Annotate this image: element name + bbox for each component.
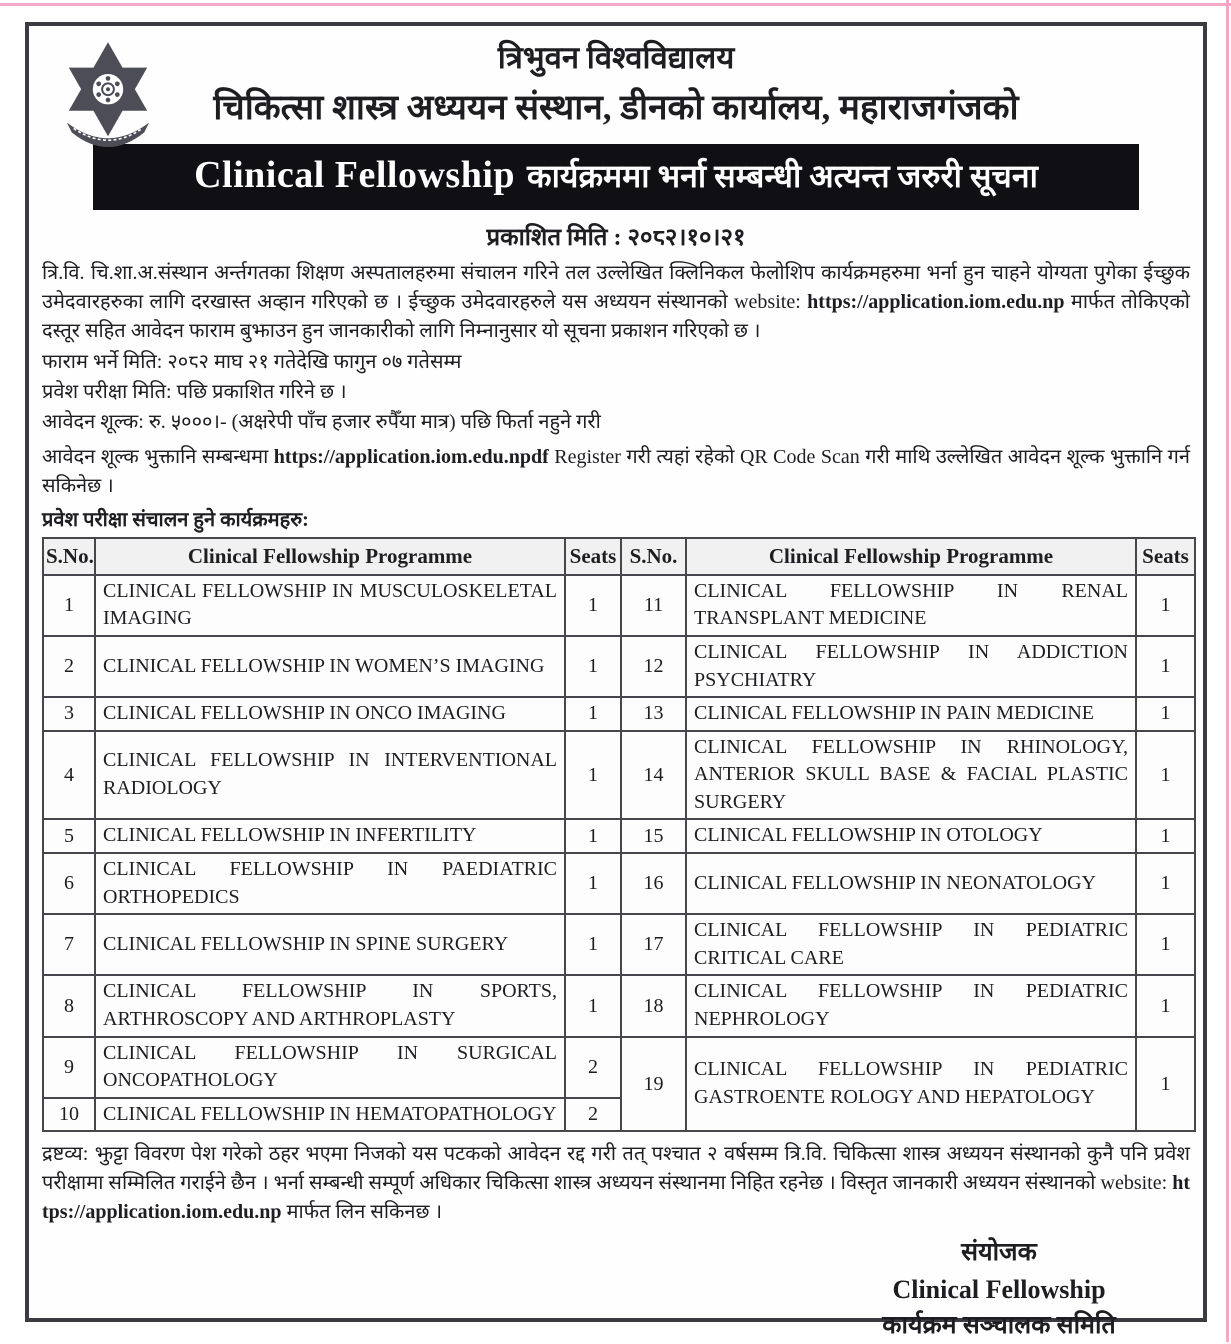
- seats-cell: 1: [1136, 853, 1195, 914]
- notice-title-banner: [93, 144, 1139, 210]
- table-row: [43, 1037, 1195, 1098]
- col-header-seats-right: Seats: [1136, 538, 1195, 575]
- serial-cell: 4: [43, 731, 95, 820]
- intro-text-1: त्रि.वि. चि.शा.अ.संस्थान अर्न्तगतका शिक्षण अस्पतालहरुमा संचालन गरिने तल उल्लेखित क्लिनिकल फेलोशिप कार्यक्रमहरुमा भर्ना हुन चाहने योग्यता पुगेका ईच्छुक उमेदवारहरुका लागि दरखास्त अव्हान गरिएको छ । ईच्छुक उमेदवारहरुले यस अध्ययन संस्थानको website:: [42, 261, 1190, 313]
- serial-cell: 11: [621, 575, 686, 636]
- col-header-programme-left: Clinical Fellowship Programme: [95, 538, 565, 575]
- signature-title: संयोजक: [961, 1239, 1037, 1267]
- table-row: [43, 914, 1195, 975]
- serial-cell: 15: [621, 819, 686, 853]
- page-right-accent-line: [1226, 0, 1229, 1342]
- banner-english-text: Clinical Fellowship: [194, 153, 516, 196]
- payment-register-url: https://application.iom.edu.npdf: [273, 445, 549, 468]
- seats-cell: 1: [1136, 697, 1195, 731]
- serial-cell: 8: [43, 975, 95, 1036]
- programme-cell: CLINICAL FELLOWSHIP IN PEDIATRIC GASTROENTE ROLOGY AND HEPATOLOGY: [686, 1037, 1136, 1132]
- seats-cell: 1: [565, 636, 621, 697]
- table-row: [43, 697, 1195, 731]
- table-row: [43, 819, 1195, 853]
- seats-cell: 1: [1136, 1037, 1195, 1132]
- seats-cell: 1: [565, 853, 621, 914]
- seats-cell: 1: [1136, 731, 1195, 820]
- intro-paragraph: [42, 259, 1190, 346]
- footnote-paragraph: [42, 1140, 1190, 1227]
- serial-cell: 12: [621, 636, 686, 697]
- col-header-programme-right: Clinical Fellowship Programme: [686, 538, 1136, 575]
- serial-cell: 7: [43, 914, 95, 975]
- col-header-sno-right: S.No.: [621, 538, 686, 575]
- programme-cell: CLINICAL FELLOWSHIP IN HEMATOPATHOLOGY: [95, 1098, 565, 1132]
- signature-programme: Clinical Fellowship: [892, 1274, 1106, 1304]
- seats-cell: 2: [565, 1098, 621, 1132]
- col-header-seats-left: Seats: [565, 538, 621, 575]
- payment-text-2: Register गरी त्यहां रहेको QR Code Scan गरी माथि उल्लेखित आवेदन शूल्क भुक्तानि गर्न सकिनेछ ।: [42, 445, 1190, 497]
- serial-cell: 5: [43, 819, 95, 853]
- seats-cell: 1: [1136, 975, 1195, 1036]
- programme-cell: CLINICAL FELLOWSHIP IN MUSCULOSKELETAL IMAGING: [95, 575, 565, 636]
- table-row: [43, 575, 1195, 636]
- seats-cell: 1: [1136, 575, 1195, 636]
- banner-nepali-text: कार्यक्रममा भर्ना सम्बन्धी अत्यन्त जरुरी सूचना: [527, 157, 1038, 194]
- serial-cell: 14: [621, 731, 686, 820]
- serial-cell: 16: [621, 853, 686, 914]
- serial-cell: 19: [621, 1037, 686, 1132]
- payment-paragraph: [42, 443, 1190, 501]
- programme-cell: CLINICAL FELLOWSHIP IN PAIN MEDICINE: [686, 697, 1136, 731]
- serial-cell: 10: [43, 1098, 95, 1132]
- table-row: [43, 731, 1195, 820]
- programme-cell: CLINICAL FELLOWSHIP IN PEDIATRIC NEPHROLOGY: [686, 975, 1136, 1036]
- table-row: [43, 975, 1195, 1036]
- form-dates-line: फाराम भर्ने मिति: २०८२ माघ २१ गतेदेखि फागुन ०७ गतेसम्म: [42, 350, 462, 373]
- serial-cell: 2: [43, 636, 95, 697]
- programme-cell: CLINICAL FELLOWSHIP IN RENAL TRANSPLANT MEDICINE: [686, 575, 1136, 636]
- serial-cell: 1: [43, 575, 95, 636]
- programme-cell: CLINICAL FELLOWSHIP IN SPORTS, ARTHROSCOPY AND ARTHROPLASTY: [95, 975, 565, 1036]
- seats-cell: 1: [565, 731, 621, 820]
- seats-cell: 1: [1136, 914, 1195, 975]
- footnote-website-url: https://application.iom.edu.np: [42, 1172, 1190, 1224]
- table-row: [43, 636, 1195, 697]
- seats-cell: 1: [565, 975, 621, 1036]
- seats-cell: 1: [565, 819, 621, 853]
- table-row: [43, 853, 1195, 914]
- programme-cell: CLINICAL FELLOWSHIP IN SPINE SURGERY: [95, 914, 565, 975]
- institute-name: चिकित्सा शास्त्र अध्ययन संस्थान, डीनको कार्यालय, महाराजगंजको: [213, 88, 1019, 128]
- programme-cell: CLINICAL FELLOWSHIP IN OTOLOGY: [686, 819, 1136, 853]
- application-website-url: https://application.iom.edu.np: [807, 290, 1065, 313]
- seats-cell: 1: [565, 697, 621, 731]
- fee-line: आवेदन शूल्क: रु. ५०००।- (अक्षरेपी पाँच हजार रुपैँया मात्र) पछि फिर्ता नहुने गरी: [42, 411, 601, 434]
- payment-text-1: आवेदन शूल्क भुक्तानि सम्बन्धमा: [42, 445, 274, 468]
- published-date: प्रकाशित मिति : २०८२।१०।२१: [486, 224, 746, 251]
- seats-cell: 1: [565, 575, 621, 636]
- programmes-table-heading: प्रवेश परीक्षा संचालन हुने कार्यक्रमहरु:: [42, 508, 309, 531]
- programme-cell: CLINICAL FELLOWSHIP IN ONCO IMAGING: [95, 697, 565, 731]
- seats-cell: 1: [1136, 819, 1195, 853]
- exam-date-line: प्रवेश परीक्षा मिति: पछि प्रकाशित गरिने छ ।: [42, 380, 347, 403]
- page-top-accent-line: [0, 3, 1231, 6]
- footnote-text-2: मार्फत लिन सकिनछ ।: [281, 1201, 443, 1224]
- programme-cell: CLINICAL FELLOWSHIP IN INFERTILITY: [95, 819, 565, 853]
- footnote-text-1: द्रष्टव्य: झुट्टा विवरण पेश गरेको ठहर भएमा निजको यस पटकको आवेदन रद्द गरी तत् पश्चात २ वर्षसम्म त्रि.वि. चिकित्सा शास्त्र अध्ययन संस्थानको कुनै पनि प्रवेश परीक्षामा सम्मिलित गराईने छैन । भर्ना सम्बन्धी सम्पूर्ण अधिकार चिकित्सा शास्त्र अध्ययन संस्थानमा निहित रहनेछ । विस्तृत जानकारी अध्ययन संस्थानको website:: [42, 1143, 1190, 1195]
- programme-cell: CLINICAL FELLOWSHIP IN INTERVENTIONAL RADIOLOGY: [95, 731, 565, 820]
- programme-cell: CLINICAL FELLOWSHIP IN RHINOLOGY, ANTERIOR SKULL BASE & FACIAL PLASTIC SURGERY: [686, 731, 1136, 820]
- col-header-sno-left: S.No.: [43, 538, 95, 575]
- programme-cell: CLINICAL FELLOWSHIP IN WOMEN’S IMAGING: [95, 636, 565, 697]
- programme-cell: CLINICAL FELLOWSHIP IN SURGICAL ONCOPATHOLOGY: [95, 1037, 565, 1098]
- intro-text-2: मार्फत तोकिएको दस्तूर सहित आवेदन फाराम बुझाउन हुन जानकारीको लागि निम्नानुसार यो सूचना प्रकाशन गरिएको छ ।: [42, 290, 1190, 342]
- serial-cell: 13: [621, 697, 686, 731]
- programme-cell: CLINICAL FELLOWSHIP IN PAEDIATRIC ORTHOPEDICS: [95, 853, 565, 914]
- table-header-row: [43, 538, 1195, 575]
- tribhuvan-university-emblem-icon: [59, 40, 157, 162]
- university-name: त्रिभुवन विश्वविद्यालय: [497, 40, 735, 75]
- programme-cell: CLINICAL FELLOWSHIP IN PEDIATRIC CRITICAL CARE: [686, 914, 1136, 975]
- serial-cell: 18: [621, 975, 686, 1036]
- notice-sheet: [25, 22, 1207, 1340]
- serial-cell: 9: [43, 1037, 95, 1098]
- signature-committee: कार्यक्रम सञ्चालक समिति: [882, 1312, 1116, 1340]
- serial-cell: 3: [43, 697, 95, 731]
- serial-cell: 6: [43, 853, 95, 914]
- programme-cell: CLINICAL FELLOWSHIP IN NEONATOLOGY: [686, 853, 1136, 914]
- seats-cell: 2: [565, 1037, 621, 1098]
- serial-cell: 17: [621, 914, 686, 975]
- programmes-table: [42, 537, 1196, 1133]
- programme-cell: CLINICAL FELLOWSHIP IN ADDICTION PSYCHIATRY: [686, 636, 1136, 697]
- seats-cell: 1: [565, 914, 621, 975]
- programme-table-body: [43, 575, 1195, 1132]
- signature-block: [824, 1235, 1174, 1344]
- seats-cell: 1: [1136, 636, 1195, 697]
